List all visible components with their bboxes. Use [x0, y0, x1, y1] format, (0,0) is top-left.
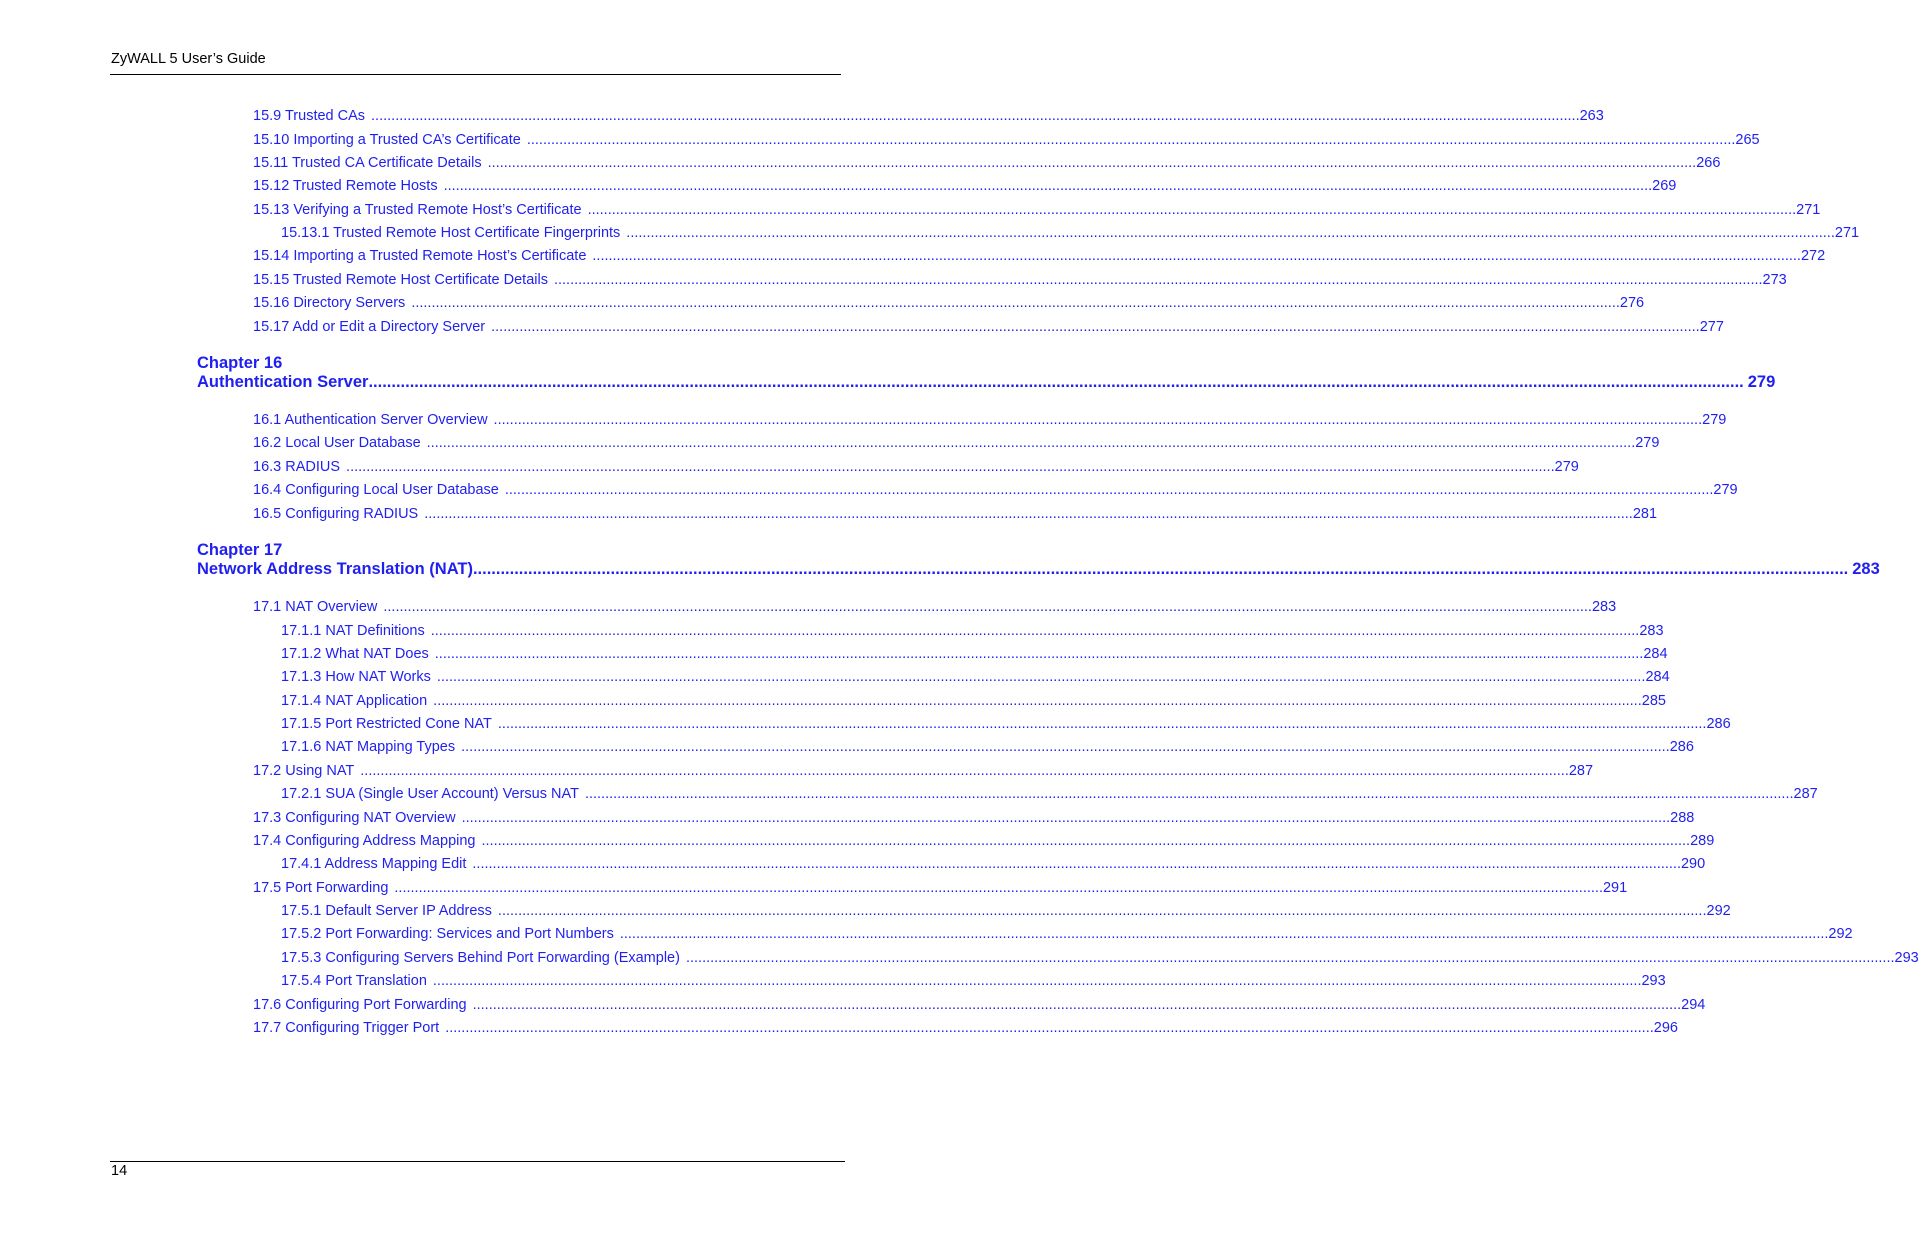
toc-entry-page: 289	[1690, 833, 1715, 849]
toc-leader: ............................................................................................................................................................................................................................................................................................................	[461, 810, 1671, 826]
toc-entry-title: 17.5.1 Default Server IP Address	[281, 903, 492, 919]
toc-entry-page: 292	[1706, 903, 1731, 919]
toc-entry-title: 17.5.4 Port Translation	[281, 973, 427, 989]
toc-leader: ............................................................................................................................................................................................................................................................................................................	[426, 435, 1636, 451]
toc-entry-title: 17.1.5 Port Restricted Cone NAT	[281, 716, 492, 732]
toc-entry-title: 17.3 Configuring NAT Overview	[253, 810, 456, 826]
toc-leader: ............................................................................................................................................................................................................................................................................................................	[411, 295, 1620, 311]
toc-entry[interactable]	[253, 199, 1821, 221]
toc-entry-page: 294	[1681, 997, 1706, 1013]
toc-entry-page: 263	[1579, 108, 1604, 124]
toc-entry-page: 269	[1652, 178, 1677, 194]
toc-entry-title: 16.4 Configuring Local User Database	[253, 482, 499, 498]
toc-entry-title: 17.5 Port Forwarding	[253, 880, 389, 896]
toc-entry[interactable]	[281, 783, 1818, 805]
chapter-title: Authentication Server	[197, 373, 369, 391]
toc-leader: ............................................................................................................................................................................................................................................................................................................	[497, 716, 1707, 732]
toc-entry[interactable]	[253, 1017, 1678, 1039]
toc-leader: ............................................................................................................................................................................................................................................................................................................	[497, 903, 1707, 919]
toc-entry[interactable]	[253, 456, 1579, 478]
toc-entry-title: 16.3 RADIUS	[253, 459, 341, 475]
toc-entry-page: 290	[1680, 856, 1706, 872]
toc-entry[interactable]	[253, 503, 1658, 525]
toc-leader: ............................................................................................................................................................................................................................................................................................................	[430, 623, 1640, 639]
toc-entry[interactable]	[281, 690, 1666, 712]
toc-entry-title: 15.15 Trusted Remote Host Certificate Details	[253, 272, 548, 288]
toc-leader: ............................................................................................................................................................................................................................................................................................................	[472, 997, 1682, 1013]
toc-entry[interactable]	[281, 736, 1694, 758]
toc-leader: ............................................................................................................................................................................................................................................................................................................	[685, 950, 1895, 966]
footer-rule	[110, 1161, 845, 1162]
toc-entry[interactable]	[281, 620, 1664, 642]
toc-entry-page: 279	[1554, 459, 1579, 475]
toc-entry-title: 15.12 Trusted Remote Hosts	[253, 178, 438, 194]
toc-entry-page: 293	[1894, 950, 1919, 966]
toc-entry[interactable]	[253, 105, 1604, 127]
toc-leader: ............................................................................................................................................................................................................................................................................................................	[626, 225, 1835, 241]
toc-entry[interactable]	[281, 853, 1706, 875]
toc-entry[interactable]	[281, 643, 1668, 665]
toc-entry-page: 293	[1641, 973, 1666, 989]
toc-entry-page: 292	[1828, 926, 1853, 942]
toc-leader: ............................................................................................................................................................................................................................................................................................................	[491, 319, 1700, 335]
toc-leader: ............................................................................................................................................................................................................................................................................................................	[587, 202, 1797, 218]
chapter-page: 279	[1747, 373, 1776, 391]
toc-entry[interactable]	[281, 713, 1731, 735]
toc-entry-title: 15.10 Importing a Trusted CA’s Certificate	[253, 132, 521, 148]
toc-entry-page: 285	[1641, 693, 1666, 709]
toc-entry[interactable]	[253, 316, 1724, 338]
toc-leader: ............................................................................................................................................................................................................................................................................................................	[504, 482, 1714, 498]
toc-entry-page: 287	[1568, 763, 1594, 779]
toc-entry[interactable]	[253, 760, 1594, 782]
toc-leader: ............................................................................................................................................................................................................................................................................................................	[481, 833, 1691, 849]
toc-entry-page: 291	[1602, 880, 1628, 896]
toc-leader: ............................................................................................................................................................................................................................................................................................................	[371, 108, 1580, 124]
toc-leader: ............................................................................................................................................................................................................................................................................................................	[553, 272, 1763, 288]
page-header-title: ZyWALL 5 User’s Guide	[111, 51, 266, 67]
toc-leader: ............................................................................................................................................................................................................................................................................................................	[424, 506, 1633, 522]
toc-entry-title: 16.2 Local User Database	[253, 435, 421, 451]
toc-entry-title: 17.1 NAT Overview	[253, 599, 378, 615]
toc-leader: ............................................................................................................................................................................................................................................................................................................	[436, 669, 1646, 685]
toc-leader: ............................................................................................................................................................................................................................................................................................................	[433, 693, 1642, 709]
toc-entry-page: 279	[1702, 412, 1727, 428]
header-rule	[110, 74, 841, 75]
toc-entry-title: 15.13 Verifying a Trusted Remote Host’s Certificate	[253, 202, 582, 218]
chapter-17-heading[interactable]	[197, 560, 1880, 582]
toc-entry-title: 15.17 Add or Edit a Directory Server	[253, 319, 486, 335]
toc-entry-title: 17.4 Configuring Address Mapping	[253, 833, 476, 849]
page-number: 14	[111, 1163, 128, 1179]
toc-entry-page: 284	[1643, 646, 1668, 662]
toc-entry[interactable]	[281, 666, 1670, 688]
toc-entry-title: 17.1.1 NAT Definitions	[281, 623, 425, 639]
toc-entry-title: 17.6 Configuring Port Forwarding	[253, 997, 467, 1013]
toc-entry-title: 16.5 Configuring RADIUS	[253, 506, 419, 522]
toc-entry[interactable]	[253, 292, 1645, 314]
toc-entry[interactable]	[281, 923, 1853, 945]
toc-entry[interactable]	[281, 970, 1666, 992]
toc-entry-title: 17.2 Using NAT	[253, 763, 355, 779]
toc-entry-title: 17.5.3 Configuring Servers Behind Port Forwarding (Example)	[281, 950, 680, 966]
toc-leader: ............................................................................................................................................................................................................................................................................................................	[434, 646, 1644, 662]
toc-entry-title: 15.11 Trusted CA Certificate Details	[253, 155, 482, 171]
toc-entry-title: 17.4.1 Address Mapping Edit	[281, 856, 467, 872]
toc-entry-page: 266	[1696, 155, 1721, 171]
toc-leader: ............................................................................................................................................................................................................................................................................................................	[619, 926, 1829, 942]
toc-entry[interactable]	[253, 129, 1760, 151]
toc-entry[interactable]	[253, 877, 1628, 899]
toc-entry[interactable]	[281, 900, 1731, 922]
chapter-title: Network Address Translation (NAT)	[197, 560, 473, 578]
toc-entry-page: 286	[1669, 739, 1694, 755]
toc-entry-title: 15.9 Trusted CAs	[253, 108, 366, 124]
toc-leader: ............................................................................................................................................................................................................................................................................................................	[592, 248, 1801, 264]
chapter-16-label[interactable]: Chapter 16	[197, 354, 283, 372]
toc-leader: ............................................................................................................................................................................................................................................................................................................	[584, 786, 1794, 802]
toc-leader: ............................................................................................................................................................................................................................................................................................................	[360, 763, 1569, 779]
toc-entry-title: 17.5.2 Port Forwarding: Services and Port Numbers	[281, 926, 614, 942]
toc-entry-title: 17.1.3 How NAT Works	[281, 669, 431, 685]
toc-entry[interactable]	[281, 222, 1860, 244]
toc-entry[interactable]	[253, 994, 1706, 1016]
toc-entry-title: 17.7 Configuring Trigger Port	[253, 1020, 440, 1036]
toc-entry-title: 16.1 Authentication Server Overview	[253, 412, 488, 428]
toc-leader: ............................................................................................................................................................................................................................................................................................................	[472, 856, 1681, 872]
toc-entry-page: 283	[1591, 599, 1617, 615]
toc-leader: ............................................................................................................................................................................................................................................................................................................	[487, 155, 1697, 171]
toc-entry[interactable]	[253, 807, 1695, 829]
toc-entry-page: 276	[1619, 295, 1645, 311]
toc-entry-title: 17.2.1 SUA (Single User Account) Versus NAT	[281, 786, 579, 802]
toc-entry-page: 271	[1834, 225, 1860, 241]
toc-leader: ............................................................................................................................................................................................................................................................................................................	[526, 132, 1736, 148]
toc-entry[interactable]	[253, 269, 1787, 291]
toc-entry-page: 277	[1699, 319, 1724, 335]
chapter-16-heading[interactable]	[197, 373, 1776, 395]
toc-entry[interactable]	[253, 479, 1738, 501]
toc-entry[interactable]	[281, 947, 1919, 969]
toc-leader: ............................................................................................................................................................................................................................................................................................................	[493, 412, 1703, 428]
toc-entry[interactable]	[253, 245, 1826, 267]
toc-entry-title: 17.1.4 NAT Application	[281, 693, 428, 709]
toc-leader: ............................................................................................................................................................................................................................................................................................................	[432, 973, 1642, 989]
toc-entry[interactable]	[253, 830, 1715, 852]
toc-leader: ............................................................................................................................................................................................................................................................................................................	[368, 373, 1744, 391]
toc-entry-page: 279	[1635, 435, 1660, 451]
toc-entry-page: 265	[1735, 132, 1760, 148]
toc-entry-page: 273	[1762, 272, 1787, 288]
toc-entry-title: 15.16 Directory Servers	[253, 295, 406, 311]
toc-entry-page: 286	[1706, 716, 1731, 732]
toc-entry[interactable]	[253, 432, 1660, 454]
toc-entry-page: 283	[1639, 623, 1664, 639]
toc-leader: ............................................................................................................................................................................................................................................................................................................	[443, 178, 1653, 194]
toc-entry-title: 17.1.2 What NAT Does	[281, 646, 429, 662]
toc-entry-page: 271	[1796, 202, 1821, 218]
toc-entry[interactable]	[253, 409, 1727, 431]
toc-entry-title: 15.13.1 Trusted Remote Host Certificate Fingerprints	[281, 225, 621, 241]
toc-entry[interactable]	[253, 152, 1721, 174]
toc-entry-page: 287	[1793, 786, 1818, 802]
toc-leader: ............................................................................................................................................................................................................................................................................................................	[461, 739, 1670, 755]
toc-entry-page: 288	[1670, 810, 1695, 826]
toc-leader: ............................................................................................................................................................................................................................................................................................................	[394, 880, 1603, 896]
toc-entry-page: 272	[1800, 248, 1826, 264]
toc-entry-title: 17.1.6 NAT Mapping Types	[281, 739, 456, 755]
chapter-17-label[interactable]: Chapter 17	[197, 541, 283, 559]
toc-leader: ............................................................................................................................................................................................................................................................................................................	[445, 1020, 1654, 1036]
toc-entry[interactable]	[253, 175, 1677, 197]
toc-leader: ............................................................................................................................................................................................................................................................................................................	[346, 459, 1555, 475]
chapter-page: 283	[1852, 560, 1880, 578]
toc-entry[interactable]	[253, 596, 1617, 618]
toc-entry-page: 281	[1632, 506, 1658, 522]
toc-entry-page: 279	[1713, 482, 1738, 498]
toc-leader: ............................................................................................................................................................................................................................................................................................................	[472, 560, 1849, 578]
toc-entry-page: 284	[1645, 669, 1670, 685]
toc-leader: ............................................................................................................................................................................................................................................................................................................	[383, 599, 1592, 615]
toc-entry-title: 15.14 Importing a Trusted Remote Host’s Certificate	[253, 248, 587, 264]
toc-entry-page: 296	[1653, 1020, 1678, 1036]
